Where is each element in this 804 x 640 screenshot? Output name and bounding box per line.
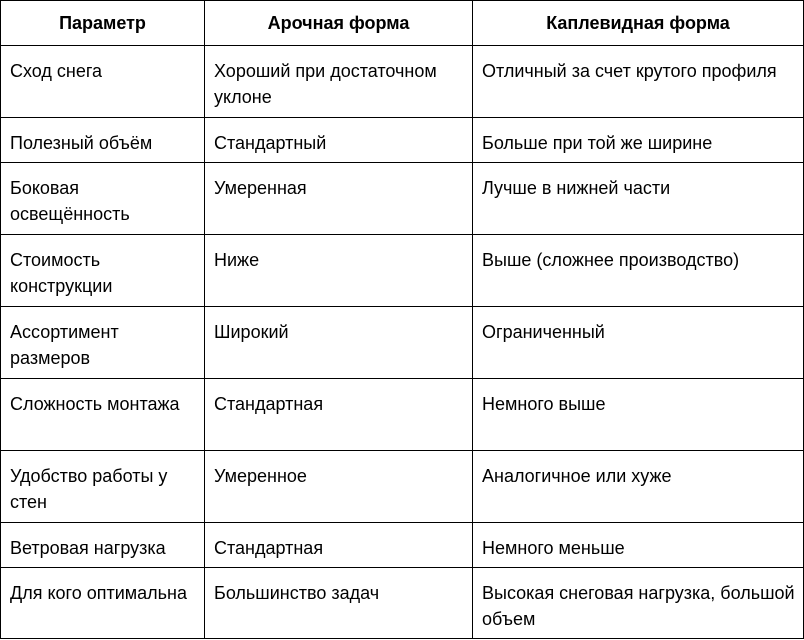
arch-cell: Стандартная (205, 523, 473, 568)
table-row (1, 46, 804, 118)
table-row (1, 118, 804, 163)
table-row (1, 379, 804, 451)
arch-cell: Хороший при достаточном уклоне (205, 46, 473, 118)
header-row (1, 1, 804, 46)
drop-cell: Немного выше (473, 379, 804, 451)
drop-cell: Больше при той же ширине (473, 118, 804, 163)
drop-cell: Высокая снеговая нагрузка, большой объем (473, 568, 804, 639)
arch-cell: Широкий (205, 307, 473, 379)
table-header (1, 1, 804, 46)
drop-cell: Лучше в нижней части (473, 163, 804, 235)
arch-cell: Большинство задач (205, 568, 473, 639)
parameter-cell: Полезный объём (1, 118, 205, 163)
parameter-cell: Боковая освещённость (1, 163, 205, 235)
table-row (1, 163, 804, 235)
drop-cell: Ограниченный (473, 307, 804, 379)
drop-cell: Выше (сложнее производство) (473, 235, 804, 307)
parameter-cell: Для кого оптимальна (1, 568, 205, 639)
arch-cell: Стандартная (205, 379, 473, 451)
arch-cell: Ниже (205, 235, 473, 307)
parameter-cell: Удобство работы у стен (1, 451, 205, 523)
table-row (1, 451, 804, 523)
parameter-cell: Стоимость конструкции (1, 235, 205, 307)
arch-cell: Стандартный (205, 118, 473, 163)
table-row (1, 307, 804, 379)
header-parameter: Параметр (1, 1, 205, 46)
drop-cell: Немного меньше (473, 523, 804, 568)
table-row (1, 568, 804, 639)
drop-cell: Аналогичное или хуже (473, 451, 804, 523)
parameter-cell: Ветровая нагрузка (1, 523, 205, 568)
header-drop-shape: Каплевидная форма (473, 1, 804, 46)
header-arch-shape: Арочная форма (205, 1, 473, 46)
parameter-cell: Сложность монтажа (1, 379, 205, 451)
parameter-cell: Сход снега (1, 46, 205, 118)
table-row (1, 523, 804, 568)
table-body (1, 46, 804, 639)
arch-cell: Умеренное (205, 451, 473, 523)
arch-cell: Умеренная (205, 163, 473, 235)
drop-cell: Отличный за счет крутого профиля (473, 46, 804, 118)
table-row (1, 235, 804, 307)
parameter-cell: Ассортимент размеров (1, 307, 205, 379)
